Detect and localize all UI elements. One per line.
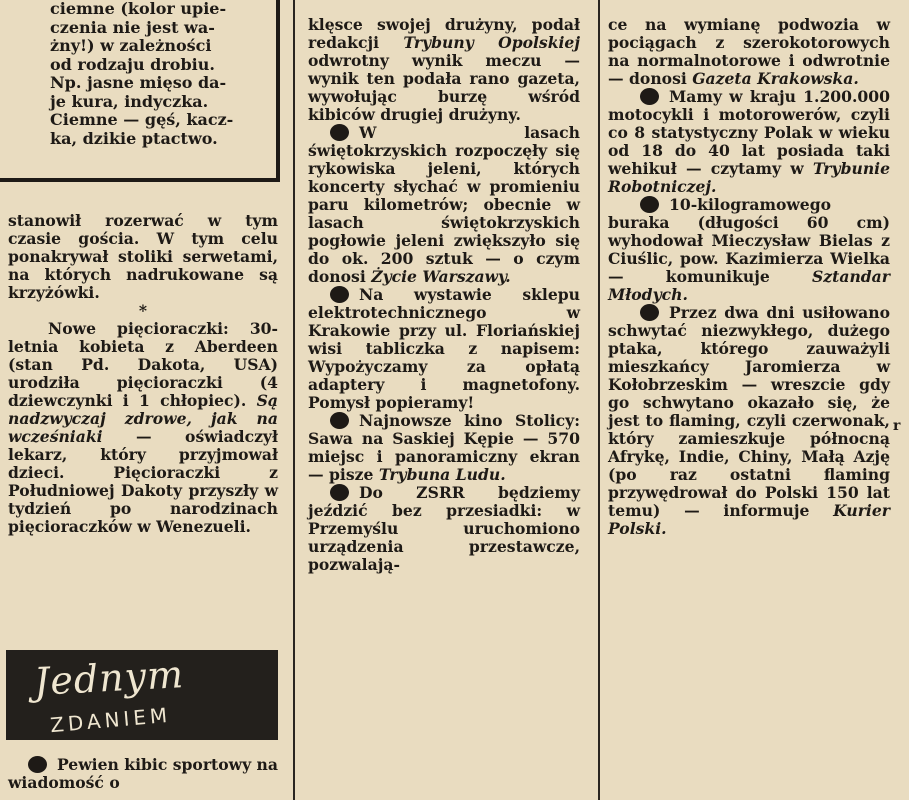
article-text: Przez dwa dni usiłowano schwytać niezwykłego, dużego ptaka, którego zauważyli mieszkańcy Jaromierza w Kołobrzeskim — wreszcie gdy go schwytano okazało się, że jest to flaming, czyli czerwonak, który zamieszkuje północną Afrykę, Indie, Chiny, Małą Azję (po raz ostatni flaming przywędrował do Polski 150 lat temu) — informuje xyxy=(608,303,890,520)
source-name: Sztandar Młodych. xyxy=(608,267,890,304)
article-moto xyxy=(608,88,890,196)
article-continuation: stanowił rozerwać w tym czasie gościa. W tym celu ponakrywał stoliki serwetami, na których nadrukowane są krzyżówki. xyxy=(8,211,278,302)
article-text: klęsce swojej drużyny, podał redakcji xyxy=(308,15,580,52)
article-text: Najnowsze kino Stolicy: Sawa na Saskiej Kępie — 570 miejsc i panoramiczny ekran — pisze xyxy=(308,411,580,484)
source-name: Gazeta Krakowska. xyxy=(692,69,859,88)
boxed-line: je kura, indyczka. xyxy=(50,91,209,111)
column-1 xyxy=(8,212,278,536)
column-3 xyxy=(608,16,890,538)
separator-star: * xyxy=(138,301,148,320)
column-1-bottom xyxy=(8,756,278,792)
article-flamingo xyxy=(608,304,890,538)
source-name: Trybuny Opolskiej xyxy=(403,33,580,52)
boxed-line: żny!) w zależności xyxy=(50,36,212,55)
article-text: Do ZSRR będziemy jeździć bez przesiadki: w Przemyślu uruchomiono urządzenia przestawcze, pozwalają- xyxy=(308,483,580,574)
bullet-dot-icon xyxy=(640,88,659,105)
column-2 xyxy=(308,16,580,574)
bullet-dot-icon xyxy=(28,756,47,773)
boxed-line: Np. jasne mięso da- xyxy=(50,73,227,92)
boxed-snippet-text xyxy=(50,0,272,148)
article-text: Na wystawie sklepu elektrotechnicznego w Krakowie przy ul. Floriańskiej wisi tabliczka z napisem: Wypożyczamy za opłatą adaptery i magnetofony. Pomysł popieramy! xyxy=(308,285,580,412)
source-name: Trybuna Ludu. xyxy=(378,465,506,484)
article-text: Pewien kibic sportowy na wiadomość o xyxy=(8,755,279,792)
boxed-line: czenia nie jest wa- xyxy=(50,17,215,37)
boxed-line: ciemne (kolor upie- xyxy=(50,0,227,18)
article-fan-cont xyxy=(308,16,580,124)
boxed-line: Ciemne — gęś, kacz- xyxy=(50,110,234,129)
article-text: 10-kilogramowego buraka (długości 60 cm) wyhodował Mieczysław Bielas z Ciuślic, pow. Kazimierza Wielka — komunikuje xyxy=(608,195,890,286)
quote-text: Są nadzwyczaj zdrowe, jak na wcześniaki xyxy=(8,391,278,446)
article-shop xyxy=(308,286,580,412)
article-deer xyxy=(308,124,580,286)
article-cinema xyxy=(308,412,580,484)
article-text: Mamy w kraju 1.200.000 motocykli i motorowerów, czyli co 8 statystyczny Polak w wieku od 18 do 40 lat posiada taki wehikuł — czytamy w xyxy=(608,87,890,178)
bullet-dot-icon xyxy=(330,286,349,303)
bullet-dot-icon xyxy=(640,196,659,213)
article-text: Nowe pięcioraczki: 30-letnia kobieta z Aberdeen (stan Pd. Dakota, USA) urodziła pięcioraczki (4 dziewczynki i 1 chłopiec). xyxy=(8,319,278,410)
article-text: W lasach świętokrzyskich rozpoczęły się rykowiska jeleni, których koncerty słychać w promieniu paru kilometrów; obecnie w lasach świętokrzyskich pogłowie jeleni zwiększyło się do ok. 200 sztuk — o czym donosi xyxy=(308,123,580,286)
article-text: odwrotny wynik meczu — wynik ten podała rano gazeta, wywołując burzę wśród kibiców drugiej drużyny. xyxy=(308,51,580,124)
source-name: Kurier Polski. xyxy=(608,501,890,538)
source-name: Życie Warszawy. xyxy=(371,267,511,286)
jednym-zdaniem-logo xyxy=(6,650,278,740)
article-ussr xyxy=(308,484,580,574)
logo-sub-text: ZDANIEM xyxy=(49,702,173,738)
article-trains xyxy=(608,16,890,88)
bullet-dot-icon xyxy=(330,124,349,141)
article-text: — oświadczył lekarz, który przyjmował dzieci. Pięcioraczki z Południowej Dakoty przyszły w tydzień po narodzinach pięcioraczków w Wenezueli. xyxy=(8,427,278,536)
bullet-dot-icon xyxy=(640,304,659,321)
article-text: ce na wymianę podwozia w pociągach z szerokotorowych na normalnotorowe i odwrotnie — donosi xyxy=(608,15,890,88)
boxed-line: od rodzaju drobiu. xyxy=(50,54,215,74)
logo-main-text: Jednym xyxy=(32,652,186,704)
article-fan xyxy=(8,756,278,792)
column-rule xyxy=(293,0,295,800)
bullet-dot-icon xyxy=(330,412,349,429)
article-quintuplets xyxy=(8,320,278,536)
column-rule xyxy=(598,0,600,800)
source-name: Trybunie Robotniczej. xyxy=(608,159,890,196)
bullet-dot-icon xyxy=(330,484,349,501)
stray-mark: r xyxy=(893,418,901,434)
boxed-line: ka, dzikie ptactwo. xyxy=(50,128,218,148)
article-beet xyxy=(608,196,890,304)
